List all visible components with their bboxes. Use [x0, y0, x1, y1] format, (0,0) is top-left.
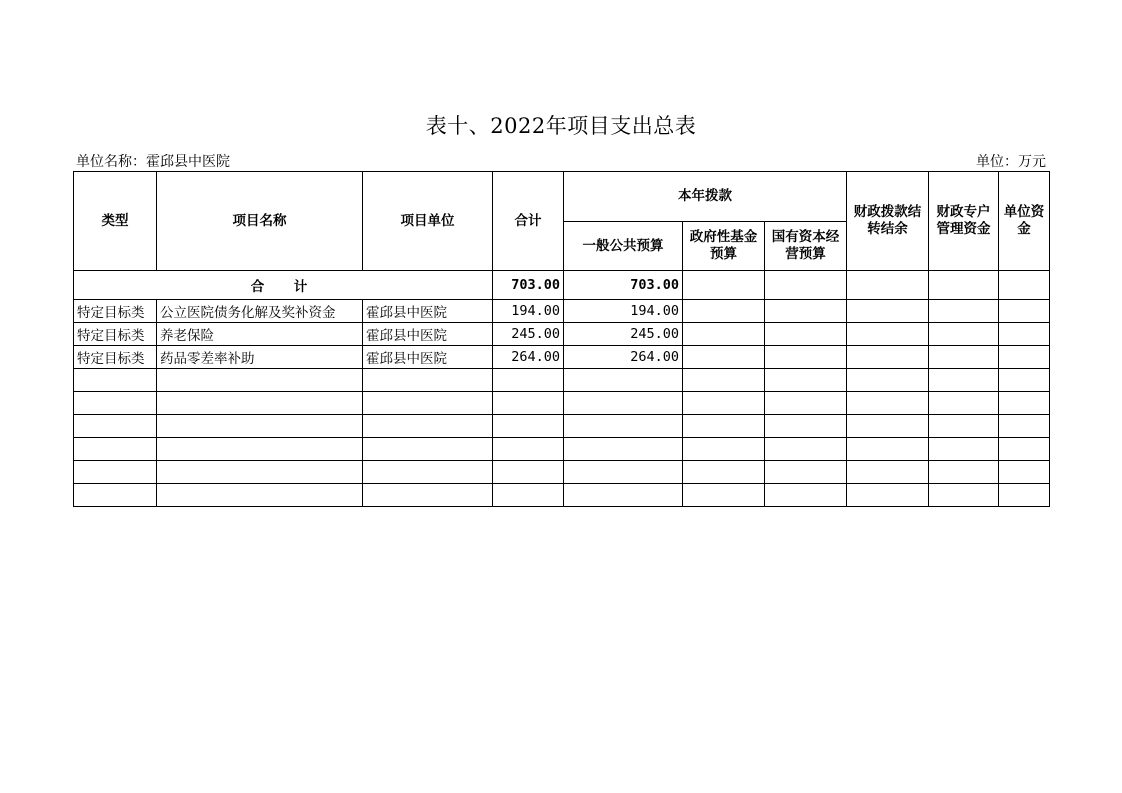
cell-empty [847, 300, 929, 323]
cell-type: 特定目标类 [74, 300, 157, 323]
cell-empty [74, 461, 157, 484]
header-general-budget: 一般公共预算 [564, 222, 683, 271]
total-fiscal-carryover [847, 271, 929, 300]
total-state-capital [765, 271, 847, 300]
cell-empty [999, 461, 1050, 484]
cell-total: 194.00 [493, 300, 564, 323]
cell-empty [929, 369, 999, 392]
cell-empty [564, 369, 683, 392]
header-unit-funds: 单位资金 [999, 172, 1050, 271]
cell-empty [999, 438, 1050, 461]
cell-empty [847, 346, 929, 369]
cell-empty [683, 415, 765, 438]
cell-empty [157, 438, 363, 461]
cell-empty [363, 438, 493, 461]
cell-empty [363, 369, 493, 392]
cell-empty [999, 346, 1050, 369]
cell-type: 特定目标类 [74, 323, 157, 346]
cell-empty [564, 415, 683, 438]
cell-empty [157, 415, 363, 438]
header-project-unit: 项目单位 [363, 172, 493, 271]
cell-empty [157, 484, 363, 507]
header-state-capital-budget: 国有资本经营预算 [765, 222, 847, 271]
cell-empty [847, 484, 929, 507]
project-expenditure-table [73, 171, 1050, 507]
cell-empty [847, 438, 929, 461]
cell-empty [683, 461, 765, 484]
header-project-name: 项目名称 [157, 172, 363, 271]
cell-empty [929, 484, 999, 507]
table-row [74, 346, 1050, 369]
table-row [74, 300, 1050, 323]
cell-empty [765, 369, 847, 392]
cell-empty [847, 392, 929, 415]
cell-empty [493, 415, 564, 438]
cell-project-unit: 霍邱县中医院 [363, 300, 493, 323]
cell-empty [765, 346, 847, 369]
cell-empty [683, 346, 765, 369]
currency-unit-label: 单位：万元 [976, 154, 1046, 170]
header-fiscal-carryover: 财政拨款结转结余 [847, 172, 929, 271]
cell-empty [157, 392, 363, 415]
total-label: 合 计 [74, 271, 493, 300]
cell-empty [999, 392, 1050, 415]
total-gov-fund [683, 271, 765, 300]
cell-empty [999, 369, 1050, 392]
cell-empty [765, 461, 847, 484]
cell-empty [929, 415, 999, 438]
cell-project-name: 养老保险 [157, 323, 363, 346]
cell-empty [929, 438, 999, 461]
cell-empty [683, 438, 765, 461]
cell-empty [363, 392, 493, 415]
cell-empty [564, 392, 683, 415]
cell-empty [74, 438, 157, 461]
total-unit-funds [999, 271, 1050, 300]
empty-row [74, 484, 1050, 507]
empty-row [74, 461, 1050, 484]
cell-empty [999, 415, 1050, 438]
cell-empty [765, 438, 847, 461]
cell-empty [74, 484, 157, 507]
cell-empty [847, 323, 929, 346]
cell-empty [564, 461, 683, 484]
cell-empty [929, 323, 999, 346]
cell-empty [999, 323, 1050, 346]
cell-empty [493, 369, 564, 392]
cell-empty [74, 415, 157, 438]
cell-empty [363, 415, 493, 438]
cell-empty [929, 392, 999, 415]
total-row [74, 271, 1050, 300]
cell-empty [999, 484, 1050, 507]
table-row [74, 323, 1050, 346]
cell-project-name: 公立医院债务化解及奖补资金 [157, 300, 363, 323]
empty-row [74, 415, 1050, 438]
cell-empty [929, 346, 999, 369]
cell-empty [74, 392, 157, 415]
cell-empty [363, 461, 493, 484]
cell-empty [564, 484, 683, 507]
empty-row [74, 392, 1050, 415]
cell-empty [929, 461, 999, 484]
cell-empty [683, 323, 765, 346]
cell-empty [493, 484, 564, 507]
cell-type: 特定目标类 [74, 346, 157, 369]
header-fiscal-special: 财政专户管理资金 [929, 172, 999, 271]
cell-empty [683, 300, 765, 323]
cell-empty [847, 461, 929, 484]
cell-empty [74, 369, 157, 392]
empty-row [74, 438, 1050, 461]
page-title: 表十、2022年项目支出总表 [425, 114, 697, 138]
cell-empty [765, 484, 847, 507]
cell-empty [157, 461, 363, 484]
cell-general-budget: 194.00 [564, 300, 683, 323]
cell-empty [683, 392, 765, 415]
cell-empty [157, 369, 363, 392]
total-fiscal-special [929, 271, 999, 300]
cell-empty [564, 438, 683, 461]
cell-empty [847, 369, 929, 392]
cell-project-unit: 霍邱县中医院 [363, 323, 493, 346]
cell-empty [493, 392, 564, 415]
cell-empty [683, 369, 765, 392]
cell-empty [683, 484, 765, 507]
header-gov-fund-budget: 政府性基金预算 [683, 222, 765, 271]
cell-total: 264.00 [493, 346, 564, 369]
cell-empty [493, 438, 564, 461]
cell-empty [999, 300, 1050, 323]
empty-row [74, 369, 1050, 392]
cell-general-budget: 245.00 [564, 323, 683, 346]
cell-empty [765, 323, 847, 346]
cell-total: 245.00 [493, 323, 564, 346]
cell-empty [363, 484, 493, 507]
cell-empty [765, 392, 847, 415]
cell-empty [493, 461, 564, 484]
header-total: 合计 [493, 172, 564, 271]
header-current-year: 本年拨款 [564, 172, 847, 222]
cell-empty [765, 415, 847, 438]
cell-empty [765, 300, 847, 323]
total-general-budget: 703.00 [564, 271, 683, 300]
header-row-1 [74, 172, 1050, 222]
cell-empty [929, 300, 999, 323]
cell-general-budget: 264.00 [564, 346, 683, 369]
cell-project-name: 药品零差率补助 [157, 346, 363, 369]
unit-name-label: 单位名称：霍邱县中医院 [76, 154, 230, 170]
header-type: 类型 [74, 172, 157, 271]
cell-empty [847, 415, 929, 438]
total-amount: 703.00 [493, 271, 564, 300]
cell-project-unit: 霍邱县中医院 [363, 346, 493, 369]
